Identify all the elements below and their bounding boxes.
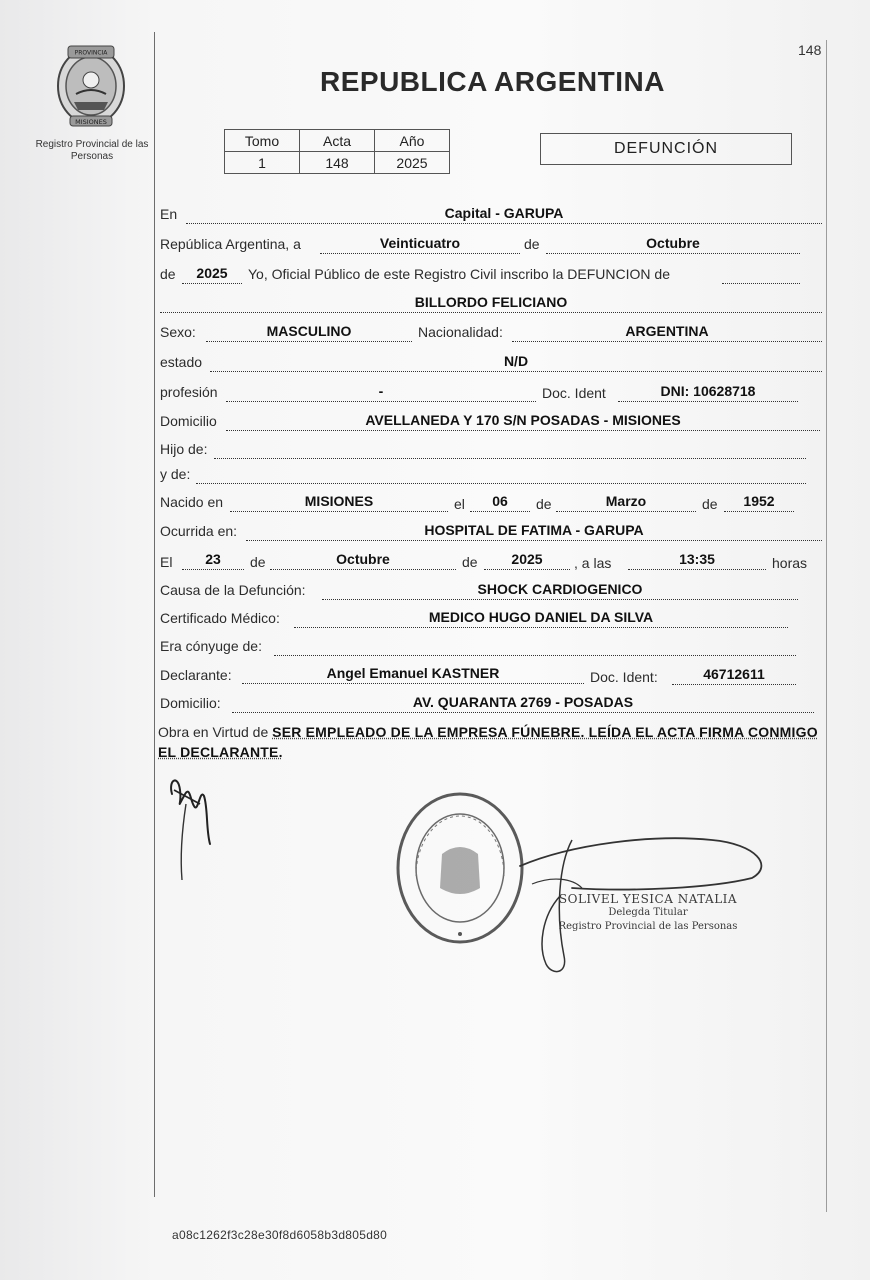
certificado-value: MEDICO HUGO DANIEL DA SILVA	[294, 609, 788, 628]
el-label-2: El	[160, 554, 173, 570]
causa-value: SHOCK CARDIOGENICO	[322, 581, 798, 600]
doc-ident2-value: 46712611	[672, 666, 796, 685]
horas-label: horas	[772, 555, 808, 571]
year-value: 2025	[182, 265, 242, 284]
causa-label: Causa de la Defunción:	[160, 582, 306, 598]
tomo-header: Tomo	[225, 130, 300, 152]
nacionalidad-value: ARGENTINA	[512, 323, 822, 342]
en-label: En	[160, 206, 178, 222]
declarant-signature	[160, 760, 230, 890]
reference-table	[224, 129, 450, 174]
sexo-label: Sexo:	[160, 324, 196, 340]
de-label-4: de	[702, 496, 718, 512]
de-label-3: de	[536, 496, 552, 512]
el-label: el	[454, 496, 465, 512]
anio-value: 2025	[375, 152, 450, 174]
death-month-value: Octubre	[270, 551, 456, 570]
hijo-value	[214, 440, 806, 459]
domicilio-label: Domicilio	[160, 413, 217, 429]
death-time-value: 13:35	[628, 551, 766, 570]
acta-value: 148	[300, 152, 375, 174]
deceased-name-value: BILLORDO FELICIANO	[160, 294, 822, 313]
doc-ident2-label: Doc. Ident:	[590, 669, 658, 685]
day-words-value: Veinticuatro	[320, 235, 520, 254]
seal-top-text: PROVINCIA	[74, 49, 108, 57]
tomo-value: 1	[225, 152, 300, 174]
profesion-value: -	[226, 383, 536, 402]
yde-label: y de:	[160, 466, 191, 482]
death-year-value: 2025	[484, 551, 570, 570]
inscribo-blank	[722, 265, 800, 284]
provincial-seal-icon	[52, 40, 130, 132]
death-day-value: 23	[182, 551, 244, 570]
document-hash: a08c1262f3c28e30f8d6058b3d805d80	[172, 1228, 388, 1242]
de-label-5: de	[250, 554, 266, 570]
birth-month-value: Marzo	[556, 493, 696, 512]
left-margin-line	[154, 32, 155, 1197]
declarante-value: Angel Emanuel KASTNER	[242, 665, 584, 684]
document-type-box: DEFUNCIÓN	[540, 133, 792, 165]
doc-ident-label: Doc. Ident	[542, 385, 606, 401]
registry-seal-stamp	[392, 788, 528, 948]
obra-text: SER EMPLEADO DE LA EMPRESA FÚNEBRE. LEÍDA EL ACTA FIRMA CONMIGO EL DECLARANTE.	[158, 724, 818, 760]
conyuge-label: Era cónyuge de:	[160, 638, 262, 654]
de-label-2: de	[160, 266, 176, 282]
registrar-name: SOLIVEL YESICA NATALIA	[558, 892, 738, 906]
right-margin-line	[826, 40, 827, 1212]
de-label-1: de	[524, 236, 540, 252]
seal-bottom-text: MISIONES	[75, 118, 107, 126]
alas-label: , a las	[574, 555, 612, 571]
ocurrida-label: Ocurrida en:	[160, 523, 238, 539]
page-number: 148	[798, 42, 822, 58]
obra-paragraph	[158, 722, 818, 762]
reference-value-row	[225, 152, 450, 174]
acta-header: Acta	[300, 130, 375, 152]
estado-label: estado	[160, 354, 203, 370]
estado-value: N/D	[210, 353, 822, 372]
yde-value	[196, 465, 806, 484]
registrar-office: Registro Provincial de las Personas	[558, 921, 738, 932]
birth-year-value: 1952	[724, 493, 794, 512]
sexo-value: MASCULINO	[206, 323, 412, 342]
birth-day-value: 06	[470, 493, 530, 512]
domicilio2-label: Domicilio:	[160, 695, 221, 711]
page-title: REPUBLICA ARGENTINA	[320, 66, 665, 97]
month-value: Octubre	[546, 235, 800, 254]
declarante-label: Declarante:	[160, 667, 232, 683]
nacido-en-value: MISIONES	[230, 493, 448, 512]
office-name: Registro Provincial de las Personas	[35, 139, 149, 162]
place-value: Capital - GARUPA	[186, 205, 822, 224]
registrar-stamp	[548, 892, 748, 934]
reference-header-row	[225, 130, 450, 152]
obra-label: Obra en Virtud de	[158, 724, 269, 740]
domicilio-value: AVELLANEDA Y 170 S/N POSADAS - MISIONES	[226, 412, 820, 431]
doc-ident-value: DNI: 10628718	[618, 383, 798, 402]
republica-label: República Argentina, a	[160, 236, 301, 252]
hijo-label: Hijo de:	[160, 441, 208, 457]
nacido-label: Nacido en	[160, 494, 224, 510]
profesion-label: profesión	[160, 384, 218, 400]
nacionalidad-label: Nacionalidad:	[418, 324, 503, 340]
inscribo-text: Yo, Oficial Público de este Registro Civil inscribo la DEFUNCION de	[248, 266, 670, 282]
ocurrida-en-value: HOSPITAL DE FATIMA - GARUPA	[246, 522, 822, 541]
certificado-label: Certificado Médico:	[160, 610, 280, 626]
anio-header: Año	[375, 130, 450, 152]
domicilio2-value: AV. QUARANTA 2769 - POSADAS	[232, 694, 814, 713]
registrar-role: Delegda Titular	[608, 907, 688, 918]
de-label-6: de	[462, 554, 478, 570]
conyuge-value	[274, 637, 796, 656]
